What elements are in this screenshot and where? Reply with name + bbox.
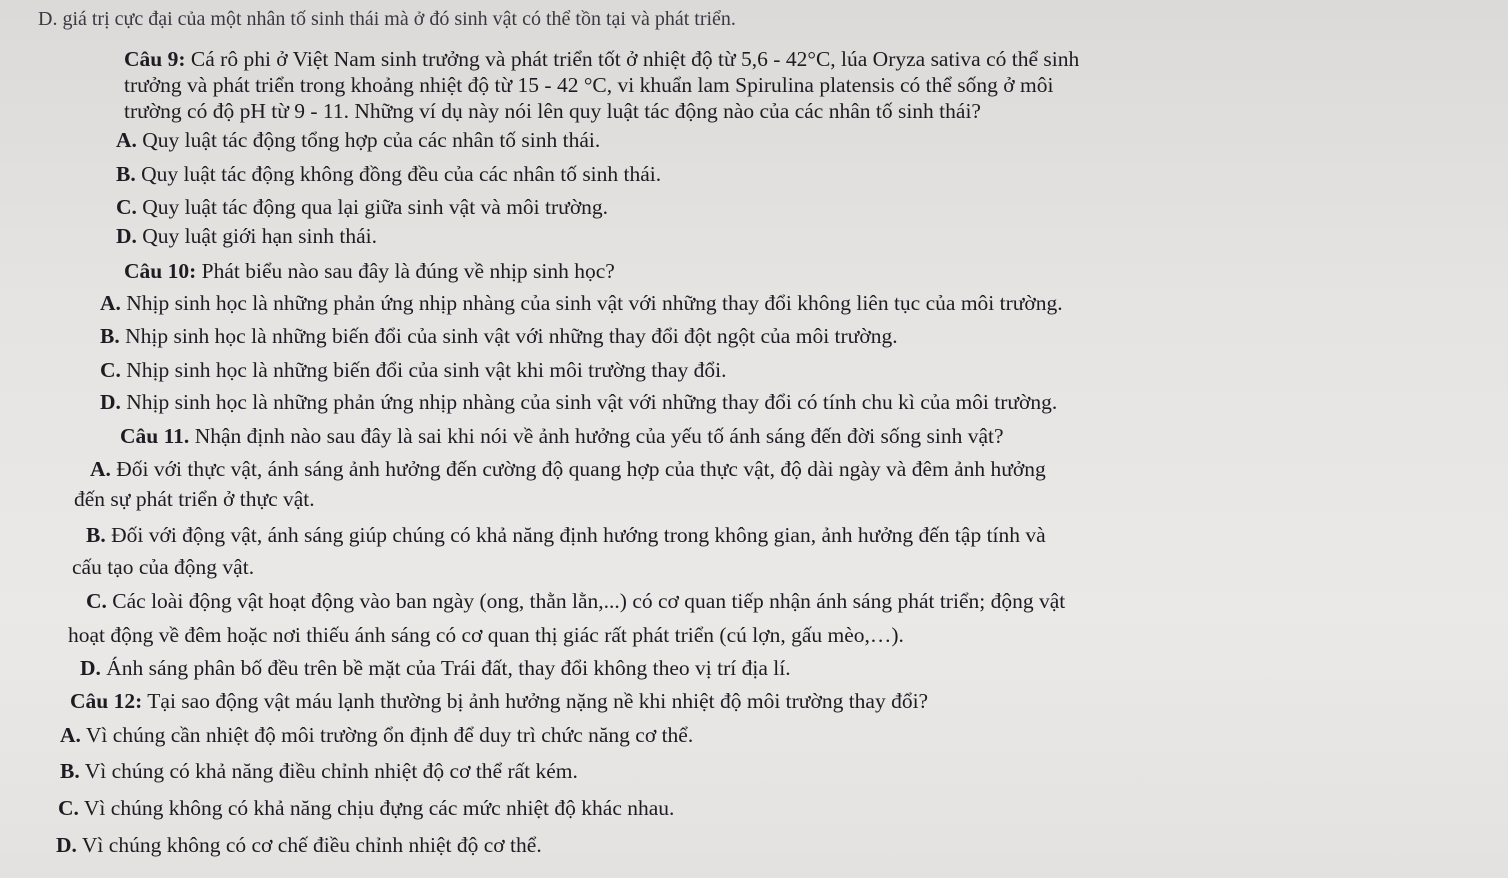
option-text: Quy luật tác động không đồng đều của các nhân tố sinh thái. [141, 162, 662, 186]
option-label: A. [60, 723, 81, 747]
question-12-option-d [56, 832, 542, 858]
question-10-option-c [100, 357, 726, 383]
question-10-stem [124, 258, 615, 284]
question-9-option-d [116, 223, 377, 249]
question-11-text: Nhận định nào sau đây là sai khi nói về ảnh hưởng của yếu tố ánh sáng đến đời sống sinh vật? [194, 424, 1004, 448]
question-9-line-1 [124, 46, 1079, 72]
option-text: Nhịp sinh học là những phản ứng nhịp nhàng của sinh vật với những thay đổi có tính chu kì của môi trường. [126, 390, 1058, 414]
question-11-option-c-line-2: hoạt động về đêm hoặc nơi thiếu ánh sáng có cơ quan thị giác rất phát triển (cú lợn, gấu mèo,…). [68, 623, 904, 647]
option-text: Quy luật giới hạn sinh thái. [142, 224, 377, 248]
option-text: Các loài động vật hoạt động vào ban ngày (ong, thằn lằn,...) có cơ quan tiếp nhận ánh sáng phát triển; động vật [112, 589, 1066, 613]
question-9-line-2: trưởng và phát triển trong khoảng nhiệt độ từ 15 - 42 °C, vi khuẩn lam Spirulina platensis có thể sống ở môi [124, 73, 1054, 97]
question-12-stem [70, 688, 928, 714]
question-11-stem [120, 423, 1004, 449]
option-label: C. [86, 589, 107, 613]
option-label: A. [100, 291, 121, 315]
option-text: Quy luật tác động qua lại giữa sinh vật và môi trường. [142, 195, 609, 219]
option-text: Đối với thực vật, ánh sáng ảnh hưởng đến cường độ quang hợp của thực vật, độ dài ngày và đêm ảnh hưởng [116, 457, 1046, 481]
option-text: Nhịp sinh học là những biến đổi của sinh vật khi môi trường thay đổi. [126, 358, 727, 382]
question-11-option-c-line-1 [86, 588, 1065, 614]
question-10-text: Phát biểu nào sau đây là đúng về nhịp sinh học? [201, 259, 615, 283]
option-label: B. [86, 523, 106, 547]
question-9-option-c [116, 194, 608, 220]
question-12-option-a [60, 722, 693, 748]
question-11-option-a-line-2: đến sự phát triển ở thực vật. [74, 487, 315, 511]
option-label: C. [100, 358, 121, 382]
option-text: Ánh sáng phân bố đều trên bề mặt của Trái đất, thay đổi không theo vị trí địa lí. [106, 656, 791, 680]
option-label: C. [58, 796, 79, 820]
question-11-option-b-line-2: cấu tạo của động vật. [72, 555, 255, 579]
question-11-option-a-line-1 [90, 456, 1046, 482]
option-label: B. [60, 759, 80, 783]
question-12-option-b [60, 758, 578, 784]
option-label: C. [116, 195, 137, 219]
question-11-option-b-line-1 [86, 522, 1046, 548]
option-text: Vì chúng không có khả năng chịu đựng các mức nhiệt độ khác nhau. [83, 796, 675, 820]
question-9-text-1: Cá rô phi ở Việt Nam sinh trưởng và phát triển tốt ở nhiệt độ từ 5,6 - 42°C, lúa Oryza sativa có thể sinh [190, 47, 1080, 71]
question-9-option-a [116, 127, 600, 153]
option-label: B. [100, 324, 120, 348]
question-12-text: Tại sao động vật máu lạnh thường bị ảnh hưởng nặng nề khi nhiệt độ môi trường thay đổi? [147, 689, 929, 713]
question-9-option-b [116, 161, 661, 187]
option-text: Quy luật tác động tổng hợp của các nhân tố sinh thái. [142, 128, 601, 152]
question-10-option-d [100, 389, 1057, 415]
question-9-line-3: trường có độ pH từ 9 - 11. Những ví dụ này nói lên quy luật tác động nào của các nhân tố sinh thái? [124, 99, 981, 123]
truncated-top-line: D. giá trị cực đại của một nhân tố sinh thái mà ở đó sinh vật có thể tồn tại và phát triển. [38, 8, 736, 30]
option-text: Vì chúng cần nhiệt độ môi trường ổn định để duy trì chức năng cơ thể. [85, 723, 694, 747]
question-9-label: Câu 9: [124, 47, 186, 71]
option-label: D. [100, 390, 121, 414]
question-10-option-b [100, 323, 898, 349]
option-label: D. [116, 224, 137, 248]
question-11-label: Câu 11. [120, 424, 190, 448]
option-text: Vì chúng có khả năng điều chỉnh nhiệt độ cơ thể rất kém. [84, 759, 578, 783]
option-text: Vì chúng không có cơ chế điều chỉnh nhiệt độ cơ thể. [81, 833, 542, 857]
question-11-option-d [80, 655, 791, 681]
option-label: D. [80, 656, 101, 680]
question-10-option-a [100, 290, 1063, 316]
question-12-option-c [58, 795, 674, 821]
option-label: A. [90, 457, 111, 481]
option-label: D. [56, 833, 77, 857]
question-10-label: Câu 10: [124, 259, 197, 283]
option-text: Nhịp sinh học là những biến đổi của sinh vật với những thay đổi đột ngột của môi trường. [125, 324, 898, 348]
option-text: Đối với động vật, ánh sáng giúp chúng có khả năng định hướng trong không gian, ảnh hưởng đến tập tính và [111, 523, 1046, 547]
option-text: Nhịp sinh học là những phản ứng nhịp nhàng của sinh vật với những thay đổi không liên tục của môi trường. [126, 291, 1063, 315]
question-12-label: Câu 12: [70, 689, 143, 713]
option-label: B. [116, 162, 136, 186]
option-label: A. [116, 128, 137, 152]
